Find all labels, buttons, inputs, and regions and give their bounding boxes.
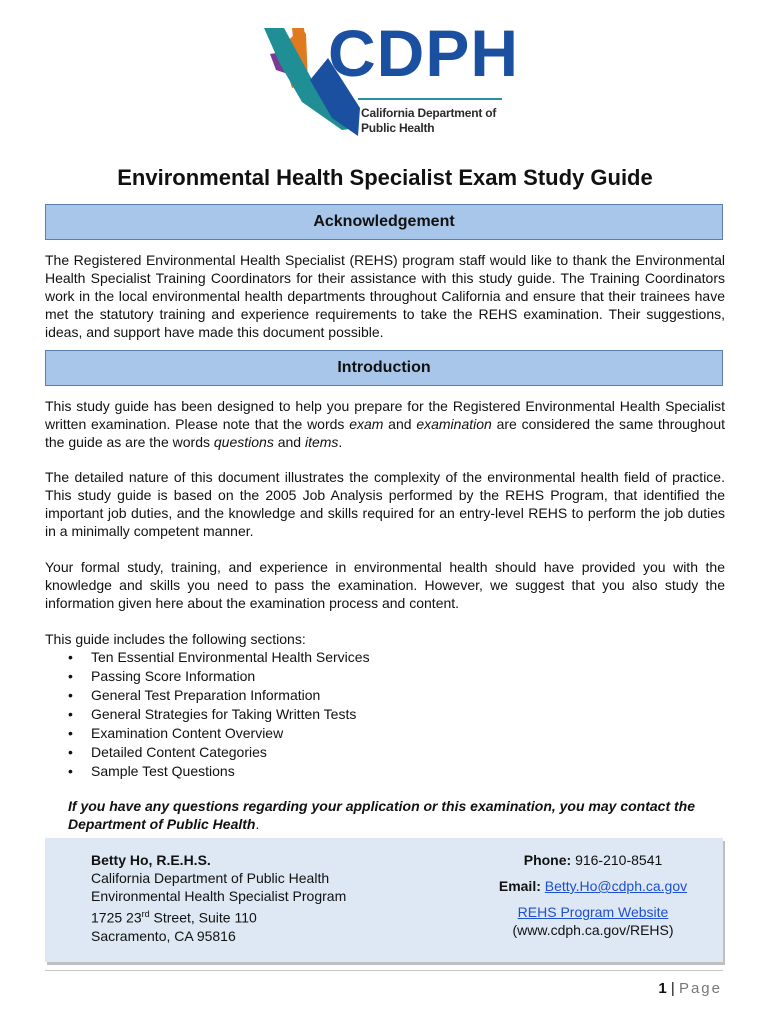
footer-divider	[45, 970, 723, 971]
intro-paragraph-2: The detailed nature of this document illustrates the complexity of the environmental health field of practice. This study guide is based on the 2005 Job Analysis performed by the REHS Program, that identified the important job duties, and the knowledge and skills required for an entry-level REHS to perform the job duties in a minimally competent manner.	[45, 469, 725, 539]
page-number: 1	[658, 980, 667, 997]
logo-subtitle-line1: California Department of	[361, 106, 497, 120]
intro-p1-exam: exam	[349, 416, 384, 432]
intro-p1-text: This study guide has been designed to help you prepare for the Registered Environmental Health Specialist written examination. Please note that the words	[45, 398, 725, 432]
street-number: 1725 23	[91, 909, 142, 926]
intro-p1-examination: examination	[416, 416, 492, 432]
logo-subtitle	[361, 106, 496, 136]
contact-email	[455, 877, 731, 895]
intro-p1-items: items	[304, 434, 339, 450]
street-suffix: rd	[141, 909, 150, 919]
list-item: • Ten Essential Environmental Health Services	[45, 648, 725, 667]
street-rest: Street, Suite 110	[149, 909, 257, 926]
contact-address	[91, 851, 346, 945]
intro-p1-text: are considered the same throughout the guide as are the words	[45, 416, 725, 450]
contact-box	[45, 838, 723, 962]
intro-p1-text: .	[338, 434, 343, 450]
list-item: • Sample Test Questions	[45, 762, 725, 781]
page-footer	[658, 980, 722, 997]
contact-street	[91, 905, 346, 927]
phone-value: 916-210-8541	[575, 852, 663, 868]
website-url-text: (www.cdph.ca.gov/REHS)	[512, 922, 674, 938]
acknowledgement-paragraph: The Registered Environmental Health Specialist (REHS) program staff would like to thank the Environmental Health Specialist Training Coordinators for their assistance with this study guide. The Training Coordinators work in the local environmental health departments throughout California and ensure that their trainees have met the statutory training and experience requirements to take the REHS examination. Their suggestions, ideas, and support have made this document possible.	[45, 252, 725, 340]
email-link[interactable]: Betty.Ho@cdph.ca.gov	[544, 878, 688, 894]
intro-p1-text: and	[273, 434, 305, 450]
logo-divider	[358, 98, 502, 100]
intro-paragraph-3: Your formal study, training, and experience in environmental health should have provided you with the knowledge and skills you need to pass the examination. However, we suggest that you also study the information given here about the examination process and content.	[45, 559, 725, 611]
contact-note-text: If you have any questions regarding your application or this examination, you may contact the Department of Public Health	[68, 798, 696, 832]
list-item: • Passing Score Information	[45, 667, 725, 686]
introduction-heading: Introduction	[45, 350, 723, 386]
logo-state-orange-top	[292, 28, 306, 46]
list-item: • Detailed Content Categories	[45, 743, 725, 762]
intro-paragraph-1	[45, 397, 725, 451]
sections-list	[45, 648, 725, 781]
page-separator: |	[670, 980, 675, 997]
website-link[interactable]: REHS Program Website	[517, 904, 669, 920]
intro-p1-text: and	[383, 416, 417, 432]
contact-name: Betty Ho, R.E.H.S.	[91, 852, 211, 868]
contact-phone	[455, 851, 731, 869]
phone-label: Phone:	[523, 852, 572, 868]
acknowledgement-heading: Acknowledgement	[45, 204, 723, 240]
list-item: • General Test Preparation Information	[45, 686, 725, 705]
list-item: • Examination Content Overview	[45, 724, 725, 743]
intro-p1-questions: questions	[213, 434, 274, 450]
document-title: Environmental Health Specialist Exam Study Guide	[117, 165, 653, 190]
page-label: Page	[678, 980, 722, 997]
logo-wordmark: CDPH	[328, 16, 520, 90]
email-label: Email:	[498, 878, 541, 894]
list-item: • General Strategies for Taking Written Tests	[45, 705, 725, 724]
contact-note	[68, 797, 728, 833]
contact-city: Sacramento, CA 95816	[91, 927, 236, 944]
logo-subtitle-line2: Public Health	[361, 121, 435, 135]
contact-program: Environmental Health Specialist Program	[91, 888, 347, 904]
sections-intro: This guide includes the following sections:	[45, 631, 306, 647]
contact-details	[455, 851, 731, 939]
contact-note-period: .	[255, 816, 260, 832]
contact-org: California Department of Public Health	[91, 870, 330, 886]
